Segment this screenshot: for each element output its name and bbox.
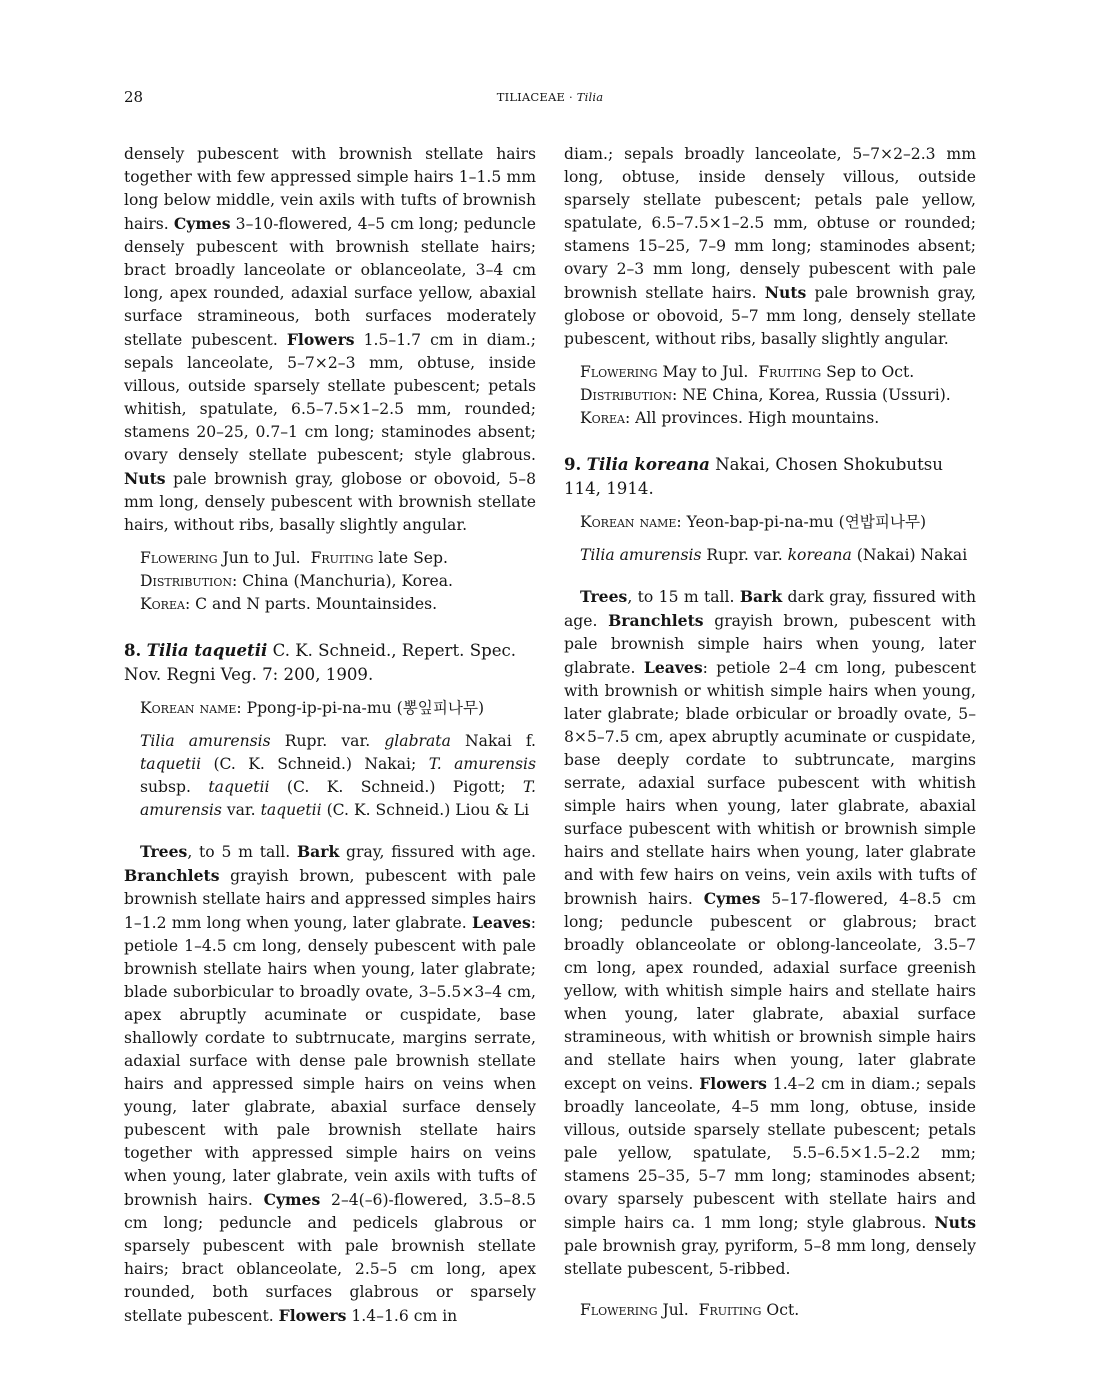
page-header xyxy=(124,88,976,110)
running-head-genus: Tilia xyxy=(576,90,604,104)
synonym-run: (C. K. Schneid.) Pigott; xyxy=(269,778,523,796)
synonym-run: Tilia amurensis xyxy=(140,732,271,750)
species-8-description-continued: diam.; sepals broadly lanceolate, 5–7×2–2.3 mm long, obtuse, inside densely villous, outside sparsely stellate pubescent; petals pale yellow, spatulate, 6.5–7.5×1–2.5 mm, obtuse or rounded; stamens 15–25, 7–9 mm long; staminodes absent; ovary 2–3 mm long, densely pubescent with pale brownish stellate hairs. Nuts pale brownish gray, globose or obovoid, 5–7 mm long, densely stellate pubescent, without ribs, basally slightly angular. xyxy=(564,145,976,348)
synonym-run: var. xyxy=(221,801,261,819)
running-head xyxy=(124,90,976,104)
synonym-run: T. amurensis xyxy=(428,755,536,773)
species-8-name: Tilia taquetii xyxy=(146,640,268,660)
synonym-run: T. amurensis xyxy=(140,778,536,819)
synonym-run: (Nakai) Nakai xyxy=(851,546,968,564)
distribution-line: Distribution: NE China, Korea, Russia (Ussuri). xyxy=(580,386,951,404)
korea-line: Korea: C and N parts. Mountainsides. xyxy=(140,595,438,613)
synonym-run: taquetii xyxy=(140,755,202,773)
species-8-synonyms xyxy=(140,730,536,822)
korea-line: Korea: All provinces. High mountains. xyxy=(580,409,880,427)
flowering-fruiting-line: Flowering Jun to Jul. Fruiting late Sep. xyxy=(140,549,448,567)
synonym-run: (C. K. Schneid.) Nakai; xyxy=(201,755,429,773)
flowering-fruiting-line: Flowering May to Jul. Fruiting Sep to Oct. xyxy=(580,363,915,381)
species-9-description: Trees, to 15 m tall. Bark dark gray, fissured with age. Branchlets grayish brown, pubescent with pale brownish simple hairs when young, later glabrate. Leaves: petiole 2–4 cm long, pubescent with brownish or whitish simple hairs when young, later glabrate; blade orbicular or broadly ovate, 5–8×5–7.5 cm, apex abruptly acuminate or cuspidate, base deeply cordate to subtruncate, margins serrate, adaxial surface pubescent with whitish simple hairs when young, later glabrate, abaxial surface pubescent with whitish or brownish simple hairs and stellate hairs when young, later glabrate and with few hairs on veins, vein axils with tufts of brownish hairs. Cymes 5–17-flowered, 4–8.5 cm long; peduncle pubescent or glabrous; bract broadly oblanceolate or oblong-lanceolate, 3.5–7 cm long, apex rounded, adaxial surface greenish yellow, with whitish simple hairs and stellate hairs when young, later glabrate, abaxial surface stramineous, with whitish or brownish simple hairs and stellate hairs when young, later glabrate except on veins. Flowers 1.4–2 cm in diam.; sepals broadly lanceolate, 4–5 mm long, obtuse, inside villous, outside sparsely stellate pubescent; petals pale yellow, spatulate, 5.5–6.5×1.5–2.2 mm; stamens 25–35, 5–7 mm long; staminodes absent; ovary sparsely pubescent with stellate hairs and simple hairs ca. 1 mm long; style glabrous. Nuts pale brownish gray, pyriform, 5–8 mm long, densely stellate pubescent, 5-ribbed. xyxy=(564,587,976,1278)
species-8-phenology xyxy=(580,361,976,430)
synonym-run: (C. K. Schneid.) Liou & Li xyxy=(321,801,530,819)
species-9-synonyms xyxy=(580,544,976,567)
synonym-run: glabrata xyxy=(384,732,451,750)
page-number: 28 xyxy=(124,88,144,106)
species-9-phenology xyxy=(580,1299,976,1322)
distribution-line: Distribution: China (Manchuria), Korea. xyxy=(140,572,454,590)
left-column xyxy=(124,143,536,1328)
species-7-phenology xyxy=(140,547,536,616)
species-7-description-continued: densely pubescent with brownish stellate hairs together with few appressed simple hairs 1–1.5 mm long below middle, vein axils with tufts of brownish hairs. Cymes 3–10-flowered, 4–5 cm long; peduncle densely pubescent with brownish stellate hairs; bract broadly lanceolate or oblanceolate, 3–4 cm long, apex rounded, adaxial surface yellow, abaxial surface stramineous, both surfaces moderately stellate pubescent. Flowers 1.5–1.7 cm in diam.; sepals lanceolate, 5–7×2–3 mm, obtuse, inside villous, outside sparsely stellate pubescent; petals whitish, spatulate, 6.5–7.5×1–2.5 mm, rounded; stamens 20–25, 0.7–1 cm long; staminodes absent; ovary densely stellate pubescent; style glabrous. Nuts pale brownish gray, globose or obovoid, 5–8 mm long, densely pubescent with brownish stellate hairs, without ribs, basally slightly angular. xyxy=(124,145,536,534)
synonym-run: Rupr. var. xyxy=(701,546,788,564)
synonym-run: Tilia amurensis xyxy=(580,546,702,564)
synonym-run: koreana xyxy=(787,546,852,564)
species-9-korean-name: Korean name: Yeon-bap-pi-na-mu (연밥피나무) xyxy=(580,513,927,531)
synonym-run: taquetii xyxy=(208,778,270,796)
synonym-run: subsp. xyxy=(140,778,209,796)
species-8-description: Trees, to 5 m tall. Bark gray, fissured with age. Branchlets grayish brown, pubescent with pale brownish stellate hairs and appressed simples hairs 1–1.2 mm long when young, later glabrate. Leaves: petiole 1–4.5 cm long, densely pubescent with pale brownish stellate hairs when young, later glabrate; blade suborbicular to broadly ovate, 3–5.5×3–4 cm, apex abruptly acuminate or cuspidate, base shallowly cordate to subtrnucate, margins serrate, adaxial surface with dense pale brownish stellate hairs and appressed simple hairs on veins when young, later glabrate, abaxial surface densely pubescent with pale brownish stellate hairs together with appressed simple hairs on veins when young, later glabrate, vein axils with tufts of brownish hairs. Cymes 2–4(–6)-flowered, 3.5–8.5 cm long; peduncle and pedicels glabrous or sparsely pubescent with pale brownish stellate hairs; bract oblanceolate, 2.5–5 cm long, apex rounded, both surfaces glabrous or sparsely stellate pubescent. Flowers 1.4–1.6 cm in xyxy=(124,842,536,1325)
flowering-fruiting-line: Flowering Jul. Fruiting Oct. xyxy=(580,1301,800,1319)
synonym-run: taquetii xyxy=(260,801,322,819)
species-8-heading: 8. Tilia taquetii C. K. Schneid., Repert. Spec. Nov. Regni Veg. 7: 200, 1909. xyxy=(124,640,517,684)
synonym-run: Nakai f. xyxy=(450,732,537,750)
synonym-run: Rupr. var. xyxy=(270,732,385,750)
species-9-name: Tilia koreana xyxy=(586,454,710,474)
species-9-heading: 9. Tilia koreana Nakai, Chosen Shokubutsu 114, 1914. xyxy=(564,454,943,498)
right-column xyxy=(564,143,976,1322)
species-8-korean-name: Korean name: Ppong-ip-pi-na-mu (뽕잎피나무) xyxy=(140,699,485,717)
running-head-family: TILIACEAE xyxy=(496,90,566,104)
running-head-separator: · xyxy=(565,90,577,104)
